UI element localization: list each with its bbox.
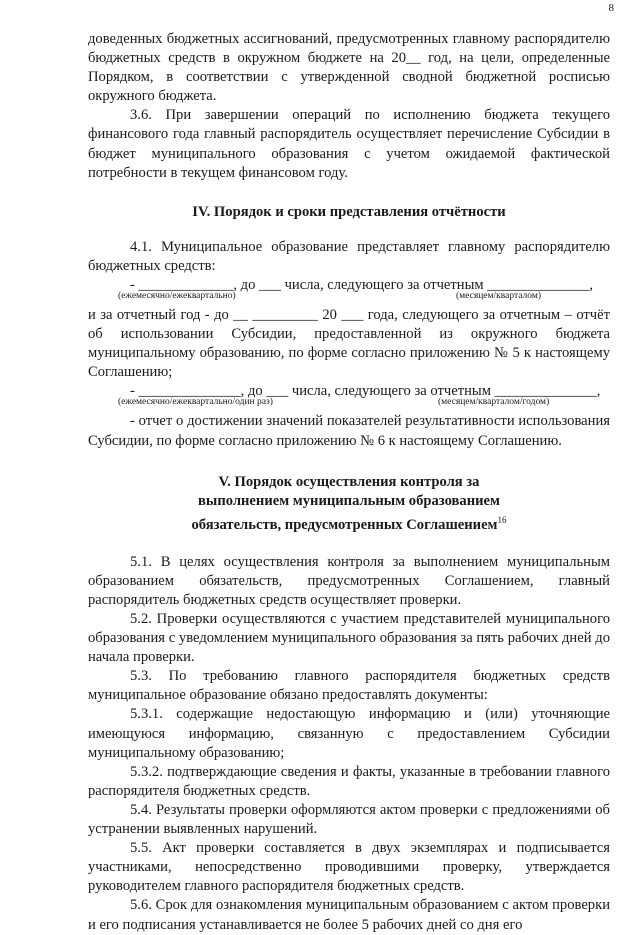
hint-period-2: (месяцем/кварталом/годом) — [438, 397, 550, 408]
paragraph-indicators-report: - отчет о достижении значений показателей результативности использования Субсидии, по форме согласно приложению № 6 к настоящему Соглашению. — [88, 413, 610, 449]
paragraph-5-2: 5.2. Проверки осуществляются с участием представителей муниципального образования с уведомлением муниципального образования за пять рабочих дней до начала проверки. — [88, 611, 610, 666]
footnote-marker: 16 — [497, 514, 507, 525]
paragraph-5-4: 5.4. Результаты проверки оформляются актом проверки с предложениями об устранении выявленных нарушений. — [88, 801, 610, 838]
report-line-1-hints — [88, 291, 610, 306]
paragraph-5-6: 5.6. Срок для ознакомления муниципальным образованием с актом проверки и его подписания устанавливается не более 5 рабочих дней со дня его — [88, 897, 610, 933]
paragraph-5-5: 5.5. Акт проверки составляется в двух экземплярах и подписывается участниками, непосредственно проводившими проверку, утверждается руководителем главного распорядителя бюджетных средств. — [88, 840, 610, 895]
page-number: 8 — [608, 2, 614, 14]
report-line-2-text: - ______________, до ___ числа, следующего за отчетным ______________, — [130, 383, 601, 400]
hint-period-1: (месяцем/кварталом) — [456, 291, 542, 302]
report-line-1-text: - _____________, до ___ числа, следующего за отчетным ______________, — [130, 277, 594, 294]
hint-periodicity-1: (ежемесячно/ежеквартально) — [118, 291, 236, 302]
paragraph-3-6: 3.6. При завершении операций по исполнению бюджета текущего финансового года главный распорядитель осуществляет перечисление Субсидии в бюджет муниципального образования с учетом ожидаемой фактической потребности в текущем финансовом году. — [88, 107, 610, 181]
section-5-heading-line-2: выполнением муниципальным образованием — [198, 492, 500, 509]
paragraph-5-3: 5.3. По требованию главного распорядителя бюджетных средств муниципальное образование обязано предоставлять документы: — [88, 668, 610, 704]
paragraph-annual-report: и за отчетный год - до __ _________ 20 ___ года, следующего за отчетным – отчёт об использовании Субсидии, предоставленной из окружного бюджета муниципальному образованию, по форме согласно приложению № 5 к настоящему Соглашению; — [88, 307, 610, 381]
paragraph-budget-allocations: доведенных бюджетных ассигнований, предусмотренных главному распорядителю бюджетных средств в окружном бюджете на 20__ год, на цели, определенные Порядком, в соответствии с утвержденной сводной бюджетной росписью окружного бюджета. — [88, 31, 610, 105]
paragraph-4-1: 4.1. Муниципальное образование представляет главному распорядителю бюджетных средств: — [88, 238, 610, 274]
hint-periodicity-2: (ежемесячно/ежеквартально/один раз) — [118, 397, 273, 408]
paragraph-5-3-1: 5.3.1. содержащие недостающую информацию и (или) уточняющие имеющуюся информацию, связанную с предоставлением Субсидии муниципальному образованию; — [88, 706, 610, 761]
section-5-heading-line-1: V. Порядок осуществления контроля за — [218, 473, 480, 490]
section-4-heading: IV. Порядок и сроки представления отчётности — [192, 203, 506, 220]
paragraph-5-1: 5.1. В целях осуществления контроля за выполнением муниципальным образованием обязательств, предусмотренных Соглашением, главный распорядитель бюджетных средств осуществляет проверки. — [88, 553, 610, 608]
section-5-heading — [88, 473, 610, 535]
section-5-heading-line-3: обязательств, предусмотренных Соглашением — [191, 516, 498, 533]
paragraph-5-3-2: 5.3.2. подтверждающие сведения и факты, указанные в требовании главного распорядителя бюджетных средств. — [88, 763, 610, 799]
report-line-2-hints — [88, 397, 610, 412]
document-body — [88, 30, 610, 935]
